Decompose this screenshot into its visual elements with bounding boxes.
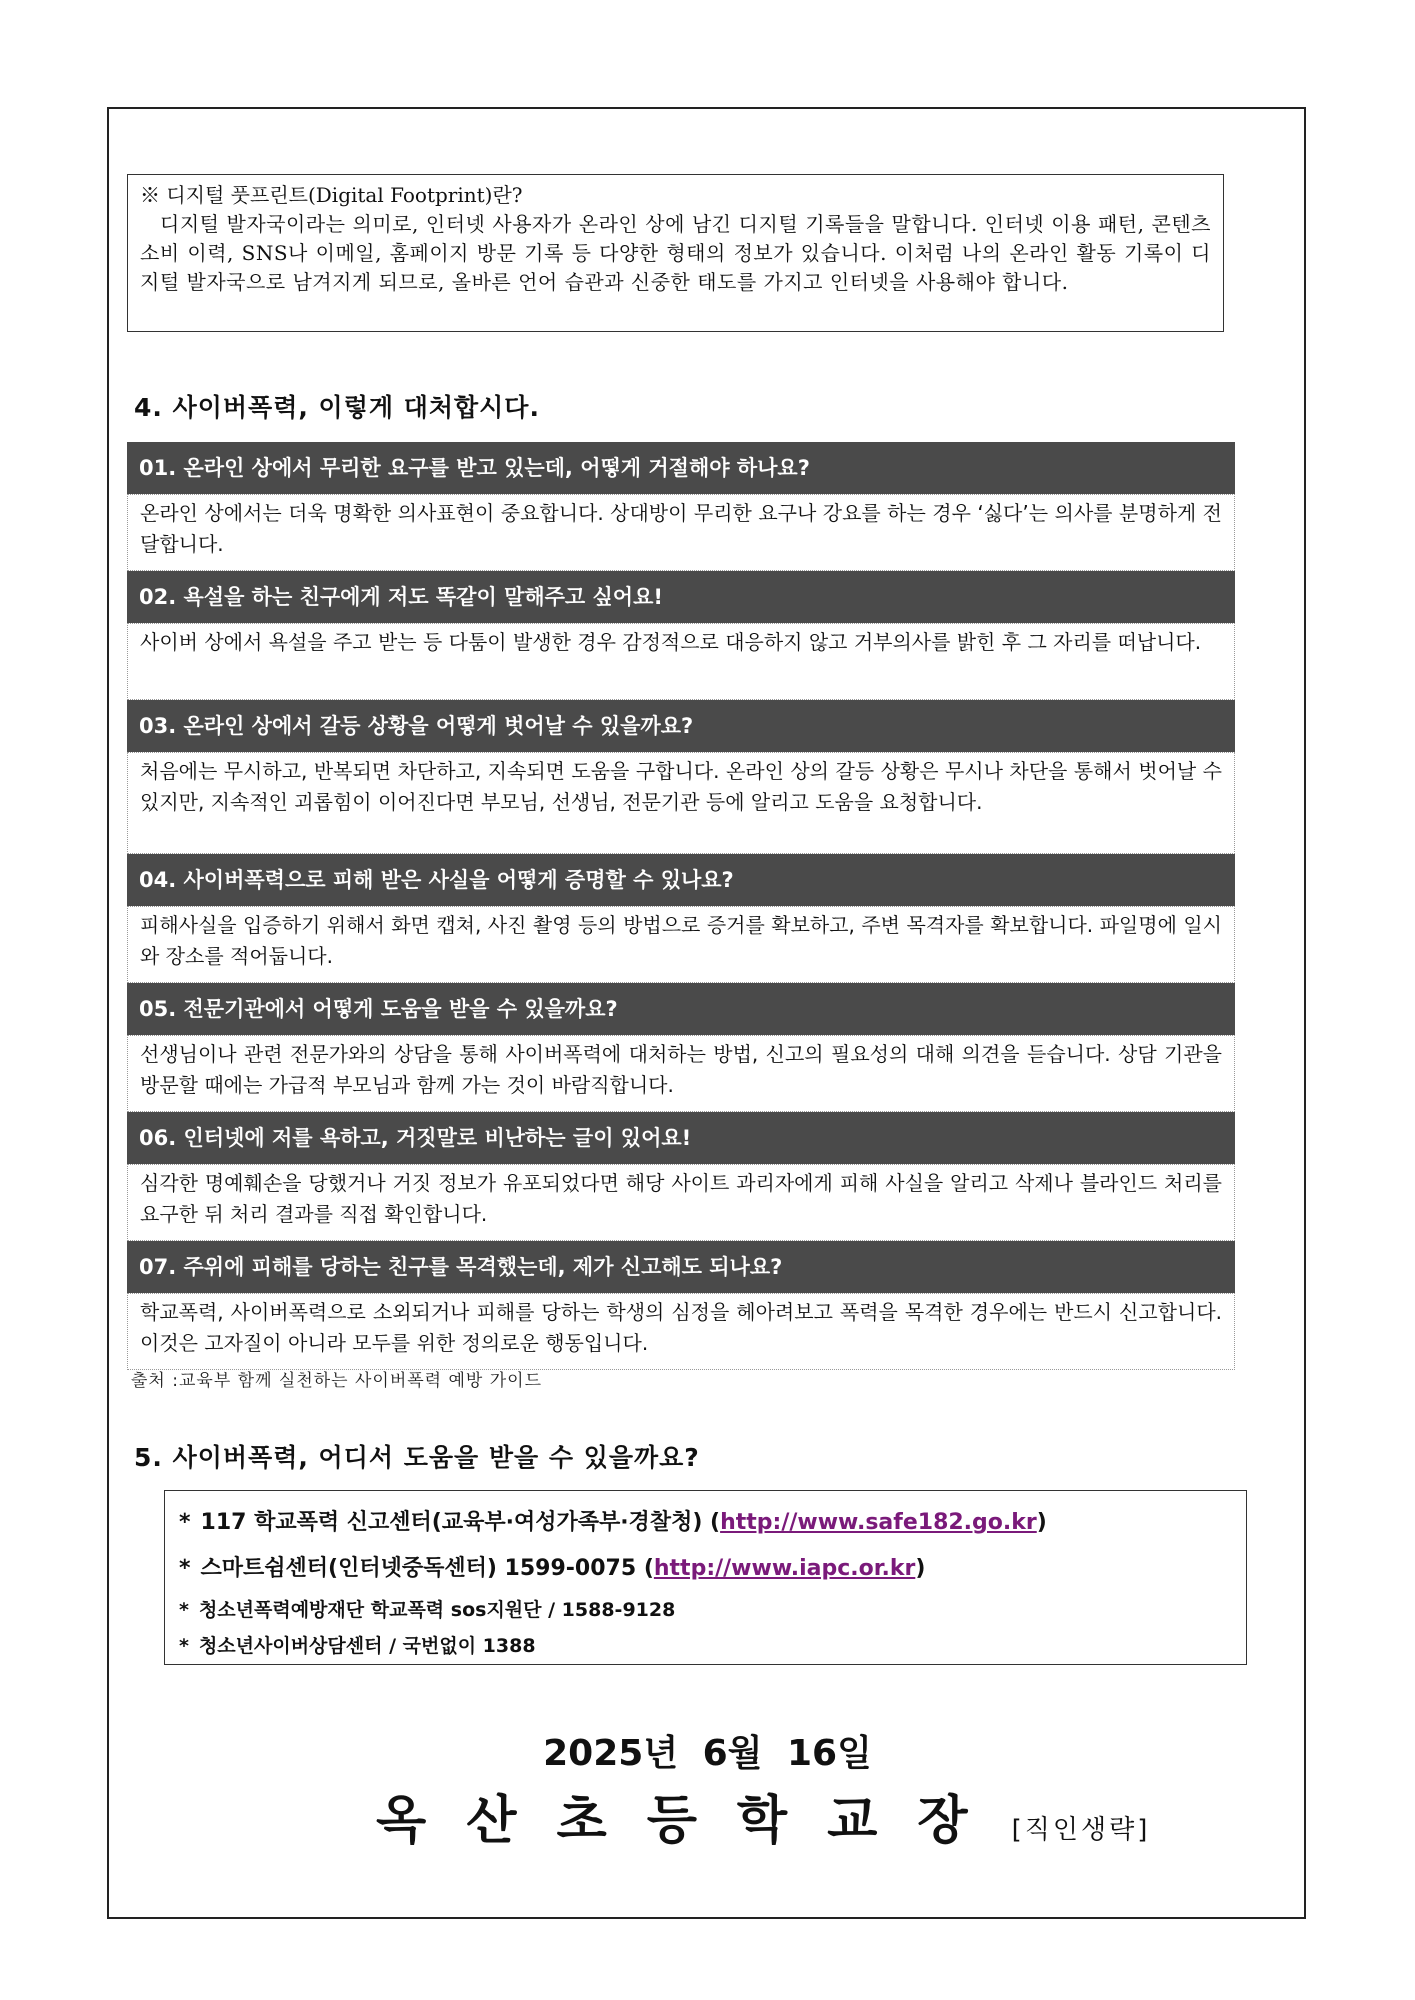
question-07: 07. 주위에 피해를 당하는 친구를 목격했는데, 제가 신고해도 되나요? [127,1241,1235,1293]
contact-sos-text: 청소년폭력예방재단 학교폭력 sos지원단 / 1588-9128 [198,1599,676,1621]
contact-box [164,1490,1247,1665]
contact-1388 [179,1631,536,1658]
contact-1388-text: 청소년사이버상담센터 / 국번없이 1388 [198,1635,536,1657]
contact-smart-shim-text: 스마트쉼센터(인터넷중독센터) 1599-0075 [200,1556,637,1581]
contact-117-text: 117 학교폭력 신고센터(교육부·여성가족부·경찰청) [200,1510,703,1535]
signer-name: 옥산초등학교장 [376,1791,1008,1851]
section4-title: 4. 사이버폭력, 이렇게 대처합시다. [134,393,540,422]
signature-line [376,1778,1150,1853]
note-body: 디지털 발자국이라는 의미로, 인터넷 사용자가 온라인 상에 남긴 디지털 기록들을 말합니다. 인터넷 이용 패턴, 콘텐츠 소비 이력, SNS나 이메일, 홈페이지 방문 기록 등 다양한 형태의 정보가 있습니다. 이처럼 나의 온라인 활동 기록이 디지털 발자국으로 남겨지게 되므로, 올바른 언어 습관과 신중한 태도를 가지고 인터넷을 사용해야 합니다. [140,212,1211,294]
safe182-link[interactable]: http://www.safe182.go.kr [720,1510,1037,1535]
answer-03: 처음에는 무시하고, 반복되면 차단하고, 지속되면 도움을 구합니다. 온라인 상의 갈등 상황은 무시나 차단을 통해서 벗어날 수 있지만, 지속적인 괴롭힘이 이어진다면 부모님, 선생님, 전문기관 등에 알리고 도움을 요청합니다. [127,752,1235,854]
section5-title: 5. 사이버폭력, 어디서 도움을 받을 수 있을까요? [134,1443,700,1472]
iapc-link[interactable]: http://www.iapc.or.kr [653,1556,916,1581]
question-01: 01. 온라인 상에서 무리한 요구를 받고 있는데, 어떻게 거절해야 하나요? [127,442,1235,494]
bullet-star: * [179,1510,191,1535]
answer-02: 사이버 상에서 욕설을 주고 받는 등 다툼이 발생한 경우 감정적으로 대응하지 않고 거부의사를 밝힌 후 그 자리를 떠납니다. [127,623,1235,700]
bullet-star: * [179,1556,191,1581]
seal-omitted: [직인생략] [1011,1815,1151,1845]
answer-04: 피해사실을 입증하기 위해서 화면 캡쳐, 사진 촬영 등의 방법으로 증거를 확보하고, 주변 목격자를 확보합니다. 파일명에 일시와 장소를 적어둡니다. [127,906,1235,983]
question-06: 06. 인터넷에 저를 욕하고, 거짓말로 비난하는 글이 있어요! [127,1112,1235,1164]
question-02: 02. 욕설을 하는 친구에게 저도 똑같이 말해주고 싶어요! [127,571,1235,623]
digital-footprint-note [127,174,1224,332]
question-05: 05. 전문기관에서 어떻게 도움을 받을 수 있을까요? [127,983,1235,1035]
source-credit: 출처 :교육부 함께 실천하는 사이버폭력 예방 가이드 [131,1371,543,1391]
qa-list [127,442,1235,1370]
answer-06: 심각한 명예훼손을 당했거나 거짓 정보가 유포되었다면 해당 사이트 과리자에게 피해 사실을 알리고 삭제나 블라인드 처리를 요구한 뒤 처리 결과를 직접 확인합니다. [127,1164,1235,1241]
contact-smart-shim: * 스마트쉼센터(인터넷중독센터) 1599-0075 (http://www.iapc.or.kr) [179,1556,926,1581]
question-04: 04. 사이버폭력으로 피해 받은 사실을 어떻게 증명할 수 있나요? [127,854,1235,906]
bullet-star: * [179,1599,189,1621]
issue-date: 2025년 6월 16일 [543,1733,872,1774]
contact-117: * 117 학교폭력 신고센터(교육부·여성가족부·경찰청) (http://www.safe182.go.kr) [179,1510,1047,1535]
answer-05: 선생님이나 관련 전문가와의 상담을 통해 사이버폭력에 대처하는 방법, 신고의 필요성의 대해 의견을 듣습니다. 상담 기관을 방문할 때에는 가급적 부모님과 함께 가는 것이 바람직합니다. [127,1035,1235,1112]
answer-01: 온라인 상에서는 더욱 명확한 의사표현이 중요합니다. 상대방이 무리한 요구나 강요를 하는 경우 ‘싫다’는 의사를 분명하게 전달합니다. [127,494,1235,571]
question-03: 03. 온라인 상에서 갈등 상황을 어떻게 벗어날 수 있을까요? [127,700,1235,752]
bullet-star: * [179,1635,189,1657]
contact-sos [179,1595,675,1622]
note-title: ※ 디지털 풋프린트(Digital Footprint)란? [140,183,523,207]
answer-07: 학교폭력, 사이버폭력으로 소외되거나 피해를 당하는 학생의 심정을 헤아려보고 폭력을 목격한 경우에는 반드시 신고합니다. 이것은 고자질이 아니라 모두를 위한 정의로운 행동입니다. [127,1293,1235,1370]
